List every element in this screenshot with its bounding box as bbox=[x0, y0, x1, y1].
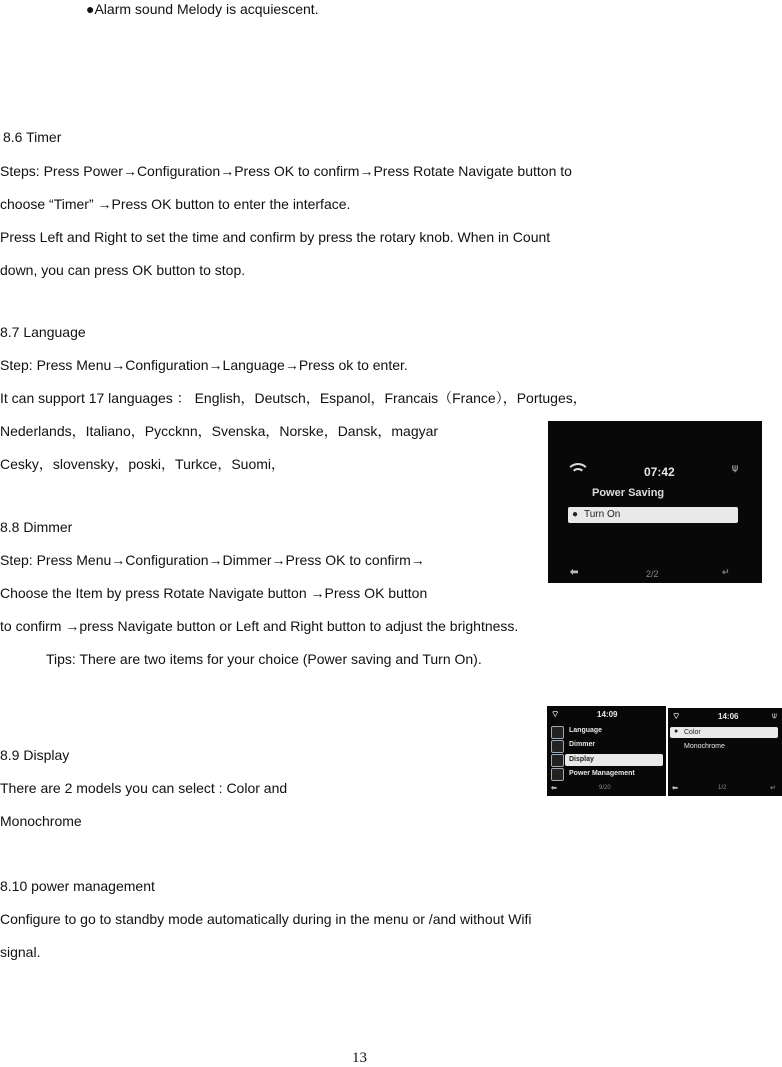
display-heading: 8.9 Display bbox=[0, 747, 70, 763]
timer-line: Steps: Press Power→Configuration→Press OK to confirm→Press Rotate Navigate button to bbox=[0, 163, 572, 179]
language-line: Nederlands，Italiano，Pyccknn，Svenska，Norske，Dansk，magyar bbox=[0, 423, 439, 439]
display-line: There are 2 models you can select : Color and bbox=[0, 780, 288, 796]
dimmer-tips: Tips: There are two items for your choice (Power saving and Turn On). bbox=[46, 651, 482, 667]
radio-dot-icon: ● bbox=[674, 728, 679, 735]
power-heading: 8.10 power management bbox=[0, 878, 155, 894]
display-icon bbox=[551, 754, 564, 767]
page-indicator: 9/20 bbox=[599, 785, 611, 791]
radio-dot-icon: ● bbox=[572, 509, 579, 520]
dimmer-heading: 8.8 Dimmer bbox=[0, 519, 73, 535]
language-heading: 8.7 Language bbox=[0, 324, 86, 340]
option-monochrome: Monochrome bbox=[684, 743, 725, 750]
alarm-bullet-text: ●Alarm sound Melody is acquiescent. bbox=[86, 1, 319, 17]
dimmer-icon bbox=[551, 740, 564, 753]
usb-icon: ⍦ bbox=[772, 711, 777, 720]
wifi-icon: ⌔ bbox=[672, 711, 681, 721]
option-label: Turn On bbox=[584, 509, 621, 520]
power-saving-screenshot bbox=[548, 421, 762, 583]
clock-time: 14:09 bbox=[597, 710, 618, 719]
config-menu-screenshot bbox=[547, 706, 666, 796]
timer-heading: 8.6 Timer bbox=[3, 129, 62, 145]
timer-line: choose “Timer” →Press OK button to enter the interface. bbox=[0, 196, 351, 212]
option-color: Color bbox=[684, 729, 701, 736]
page-indicator: 1/2 bbox=[718, 785, 727, 791]
clock-time: 14:06 bbox=[718, 712, 739, 721]
usb-icon: ⍦ bbox=[732, 463, 738, 474]
power-icon bbox=[551, 768, 564, 781]
dimmer-line: to confirm →press Navigate button or Left and Right button to adjust the brightness. bbox=[0, 618, 519, 634]
display-line: Monochrome bbox=[0, 813, 82, 829]
return-icon: ↵ bbox=[770, 785, 776, 792]
back-arrow-icon: ⬅ bbox=[672, 785, 678, 792]
timer-line: Press Left and Right to set the time and confirm by press the rotary knob. When in Count bbox=[0, 229, 551, 245]
dimmer-line: Step: Press Menu→Configuration→Dimmer→Press OK to confirm→ bbox=[0, 552, 425, 568]
timer-line: down, you can press OK button to stop. bbox=[0, 262, 246, 278]
page-number: 13 bbox=[352, 1050, 367, 1066]
clock-time: 07:42 bbox=[644, 465, 675, 479]
page-indicator: 2/2 bbox=[646, 569, 659, 579]
return-icon: ↵ bbox=[722, 567, 730, 577]
power-line: Configure to go to standby mode automatically during in the menu or /and without Wifi bbox=[0, 911, 532, 927]
language-line: Step: Press Menu→Configuration→Language→Press ok to enter. bbox=[0, 357, 408, 373]
wifi-icon: ⌔ bbox=[551, 709, 560, 719]
language-line: Cesky，slovensky，poski，Turkce，Suomi， bbox=[0, 456, 285, 472]
power-line: signal. bbox=[0, 944, 41, 960]
menu-item-language: Language bbox=[569, 727, 603, 734]
menu-item-power-management: Power Management bbox=[569, 770, 635, 777]
menu-item-dimmer: Dimmer bbox=[569, 741, 596, 748]
language-line: It can support 17 languages ： English，Deutsch，Espanol，Francais（France），Portuges， bbox=[0, 390, 587, 406]
back-arrow-icon: ⬅ bbox=[570, 567, 579, 578]
menu-item-display: Display bbox=[569, 756, 594, 763]
screen-title: Power Saving bbox=[592, 487, 665, 499]
back-arrow-icon: ⬅ bbox=[551, 785, 557, 792]
display-options-screenshot bbox=[668, 708, 782, 796]
dimmer-line: Choose the Item by press Rotate Navigate button →Press OK button bbox=[0, 585, 428, 601]
language-icon bbox=[551, 726, 564, 739]
wifi-icon bbox=[566, 463, 590, 479]
